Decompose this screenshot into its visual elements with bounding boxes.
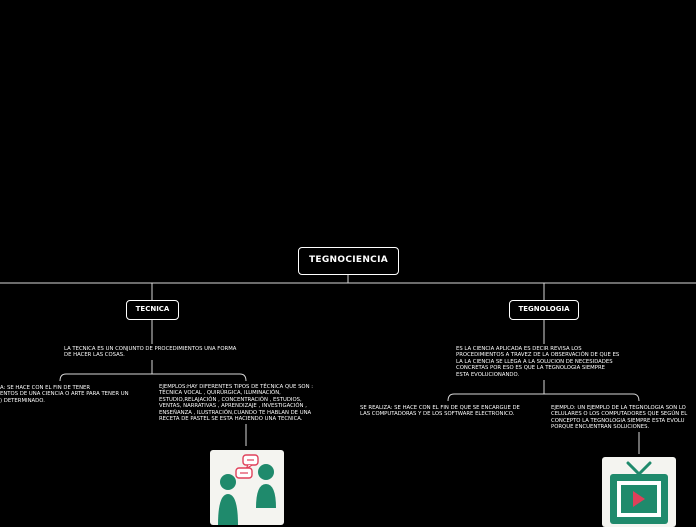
- tecnica-definition[interactable]: LA TECNICA ES UN CONJUNTO DE PROCEDIMIENTOS UNA FORMA DE HACER LAS COSAS.: [64, 346, 237, 359]
- tecnica-image[interactable]: [210, 450, 284, 525]
- tecnologia-purpose[interactable]: SE REALIZA: SE HACE CON EL FIN DE QUE SE ENCARGUE DE LAS COMPUTADORAS Y DE LOS SOFTWARE ELECTRONICO.: [360, 405, 520, 418]
- television-icon: [602, 457, 676, 527]
- branch-tecnologia[interactable]: TEGNOLOGIA: [509, 300, 579, 320]
- tecnologia-example[interactable]: EJEMPLO: UN EJEMPLO DE LA TEGNOLOGIA SON LO CELULARES O LOS COMPUTADORES QUE SEGÚN EL CONCEPTO LA TEGNOLOGIA SIEMPRE ESTA EVOLU PORQUE ENCUENTRAN SOLUCIONES.: [551, 405, 688, 431]
- tecnica-purpose[interactable]: A: SE HACE CON EL FIN DE TENER ENTOS DE UNA CIENCIA O ARTE PARA TENER UN ) DETERMINADO.: [0, 385, 129, 404]
- tecnologia-image[interactable]: [602, 457, 676, 527]
- root-node[interactable]: TEGNOCIENCIA: [298, 247, 399, 275]
- branch-tecnica[interactable]: TECNICA: [126, 300, 179, 320]
- tecnica-sub-bracket: [60, 374, 246, 381]
- tecnologia-definition[interactable]: ES LA CIENCIA APLICADA ES DECIR REVISA LOS PROCEDIMIENTOS A TRAVEZ DE LA OBSERVACIÓN DE QUE ES LA LA CIENCIA SE LLEGA A LA SOLUCION DE NECESIDADES CONCRETAS POR ESO ES QUE LA TEGNOLOGIA SIEMPRE ESTA EVOLUCIONANDO.: [456, 346, 620, 378]
- people-chat-icon: [210, 450, 284, 525]
- tecnica-examples[interactable]: EJEMPLOS:HAY DIFERENTES TIPOS DE TÉCNICA QUE SON : TÉCNICA VOCAL , QUIRÚRGICA, ILUMINACIÓN, ESTUDIO,RELAJACIÓN , CONCENTRACIÓN , ESTUDIOS, VENTAS, NARRATIVAS , APRENDIZAJE , INVESTIGACIÓN , ENSEÑANZA , ILUSTRACIÓN,CUANDO TE HABLAN DE UNA RECETA DE PASTEL SE ESTA HACIENDO UNA TECNICA.: [159, 384, 314, 423]
- tecnologia-sub-bracket: [448, 394, 639, 401]
